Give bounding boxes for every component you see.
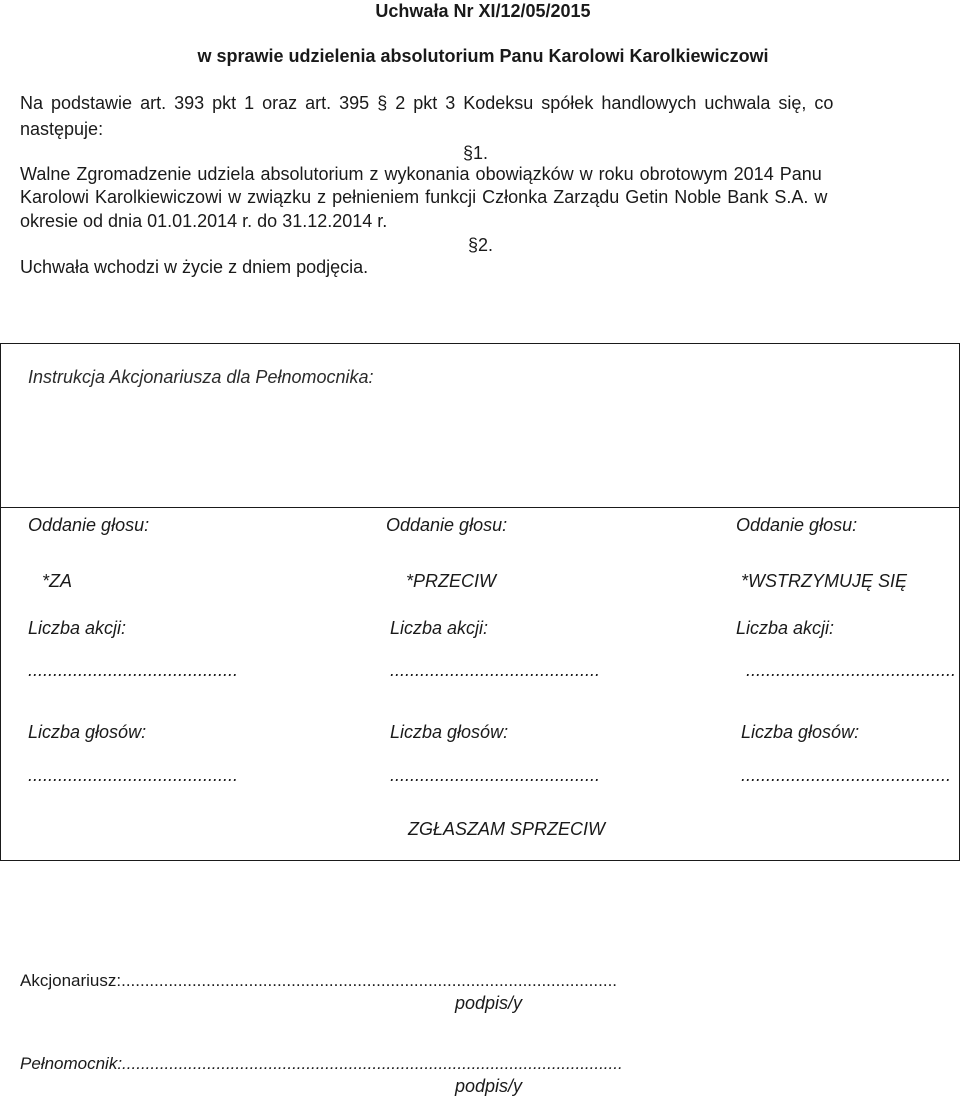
shareholder-signature-caption: podpis/y — [455, 993, 523, 1013]
shareholder-signature-line[interactable]: Akcjonariusz:......................................................................................................... — [20, 971, 618, 990]
votes-label-przeciw: Liczba głosów: — [390, 722, 509, 742]
votes-label-wstrzymuje: Liczba głosów: — [741, 722, 860, 742]
proxy-signature-caption: podpis/y — [455, 1076, 523, 1096]
votes-field-za[interactable]: .......................................... — [28, 765, 239, 785]
shares-label-wstrzymuje: Liczba akcji: — [736, 618, 835, 638]
instruction-divider — [0, 507, 960, 508]
option-przeciw: *PRZECIW — [406, 571, 496, 591]
proxy-signature-line[interactable]: Pełnomocnik:.......................................................................................................... — [20, 1054, 623, 1073]
paragraph1-mark: §1. — [463, 143, 489, 163]
resolution-subject: w sprawie udzielenia absolutorium Panu Karolowi Karolkiewiczowi — [197, 46, 769, 66]
vote-label-wstrzymuje: Oddanie głosu: — [736, 515, 858, 535]
vote-label-przeciw: Oddanie głosu: — [386, 515, 508, 535]
shares-field-za[interactable]: .......................................... — [28, 660, 239, 680]
paragraph2-text: Uchwała wchodzi w życie z dniem podjęcia. — [20, 257, 369, 277]
votes-label-za: Liczba głosów: — [28, 722, 147, 742]
paragraph1-line2: Karolowi Karolkiewiczowi w związku z pełnieniem funkcji Członka Zarządu Getin Noble Bank S.A. w — [20, 187, 828, 207]
votes-field-wstrzymuje[interactable]: .......................................... — [741, 765, 952, 785]
paragraph2-mark: §2. — [468, 235, 494, 255]
instruction-heading: Instrukcja Akcjonariusza dla Pełnomocnika: — [28, 367, 374, 387]
shares-field-wstrzymuje[interactable]: .......................................... — [746, 660, 957, 680]
vote-label-za: Oddanie głosu: — [28, 515, 150, 535]
shares-label-przeciw: Liczba akcji: — [390, 618, 489, 638]
votes-field-przeciw[interactable]: .......................................... — [390, 765, 601, 785]
paragraph1-line1: Walne Zgromadzenie udziela absolutorium z wykonania obowiązków w roku obrotowym 2014 Panu — [20, 164, 822, 184]
objection-text: ZGŁASZAM SPRZECIW — [408, 819, 606, 839]
legal-basis-line1: Na podstawie art. 393 pkt 1 oraz art. 395 § 2 pkt 3 Kodeksu spółek handlowych uchwala się, co — [20, 93, 834, 113]
option-za: *ZA — [42, 571, 73, 591]
legal-basis-line2: następuje: — [20, 119, 104, 139]
paragraph1-line3: okresie od dnia 01.01.2014 r. do 31.12.2014 r. — [20, 211, 388, 231]
shares-field-przeciw[interactable]: .......................................... — [390, 660, 601, 680]
option-wstrzymuje: *WSTRZYMUJĘ SIĘ — [741, 571, 908, 591]
shares-label-za: Liczba akcji: — [28, 618, 127, 638]
resolution-title: Uchwała Nr XI/12/05/2015 — [375, 1, 591, 21]
